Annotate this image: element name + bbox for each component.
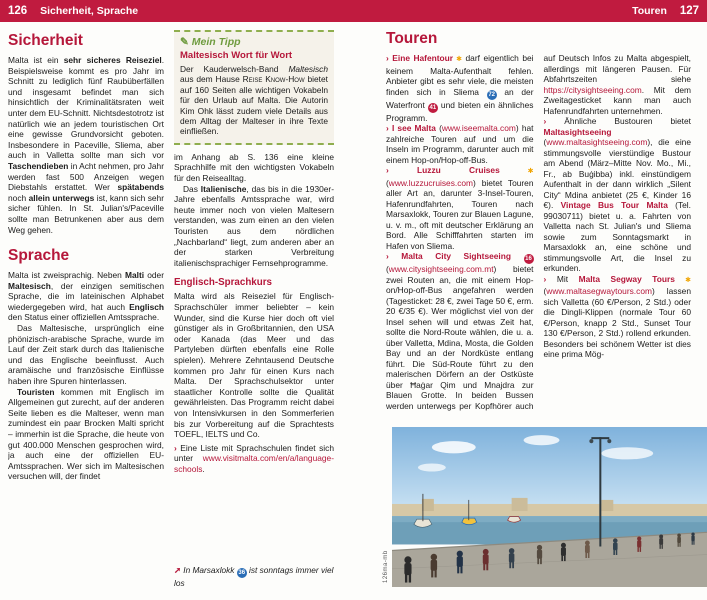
text-run: ) bietet zwei Routen an, die mit einem Hop-on/Hop-off-Bus angefahren werden (Tagesticket: 28 €, zwei Tage 50 €, erm. 20 €/35 €). Wer möglichst viel von der Insel sehen will und etwas Zeit hat, sollte die Nord-Route wählen, die u. a. über Valletta, Mdina, Mosta, die Golden Bay und an der Nordküste entlang führt. Die Süd-Route führt zu den malerischen Dörfern an der Ostküste über Ħaġar Qim und Mnajdra zur Blauen Grotte. In beiden Bussen werden unterwegs per Kopfhörer auch auf Deutsch Infos zu Malta abgespielt, allerdings mit längeren Pausen. Für Abfahrtszeiten siehe xyxy=(386,53,691,411)
text-run: kommen mit Englisch im Allgemeinen gut zurecht, auf der anderen Seite lieben es die Malteser, wenn man zumindest ein paar Brocken Malti spricht – immerhin ist die Sprache, die heute von gut 400.000 Menschen gesprochen wird, ja auch eine der offiziellen EU-Amtssprachen. Wer sich im Maltesischen versuchen will, der findet xyxy=(8,386,164,482)
header-title-left: Sicherheit, Sprache xyxy=(40,5,139,17)
tours-section xyxy=(386,30,699,421)
highlight-star-icon: ✱ xyxy=(674,276,691,284)
highlight-star-icon: ✱ xyxy=(499,168,534,175)
page-127 xyxy=(383,22,707,600)
tip-box xyxy=(174,30,334,145)
poi-name: Vintage Bus Tour Malta xyxy=(560,200,668,210)
text-run: Ähnliche Bustouren bietet xyxy=(564,116,691,126)
course-paragraph xyxy=(174,291,334,439)
text-run: oder xyxy=(144,270,164,281)
text-run: , der einzigen semitischen Sprache, die im lateinischen Alphabet wiedergegeben wird, hat auch xyxy=(8,280,164,312)
language-text xyxy=(8,270,164,482)
page-126 xyxy=(0,22,334,600)
poi-name: Maltasightseeing xyxy=(543,126,612,137)
subheading-englisch-sprachkurs: Englisch-Sprachkurs xyxy=(174,277,272,289)
page-header-bar xyxy=(0,0,707,22)
course-text xyxy=(174,291,334,439)
text-run: und bieten ein ähnliches Programm. xyxy=(386,99,534,123)
header-left xyxy=(8,5,138,17)
section-title-sicherheit: Sicherheit xyxy=(8,32,83,49)
smallcaps-text: Reise Know-How xyxy=(242,74,305,85)
text-run: noch xyxy=(8,192,29,203)
text-run: Der Kauderwelsch-Band xyxy=(180,64,289,74)
bold-text: Italienische xyxy=(200,183,247,194)
text-run: an der Waterfront xyxy=(386,86,534,110)
language-paragraph xyxy=(8,323,164,387)
column-1 xyxy=(8,30,164,592)
url-text: www.iseemalta.com xyxy=(441,123,516,133)
text-run: ( xyxy=(386,264,389,274)
text-run: den Status einer offiziellen Amtssprache. xyxy=(8,312,160,323)
section-title-touren: Touren xyxy=(386,30,438,47)
text-run: ), die eine stimmungsvolle vierstündige Bustour am Abend (März–Mitte Nov. Mo., Mi., Fr., ab Buġibba) inkl. einstündigem Aufenthalt in der dann wirklich „Silent City“ Mdina anbietet (25 €, Kinder 16 €). xyxy=(543,137,691,210)
page-spread-body xyxy=(0,22,707,600)
language-paragraph xyxy=(8,270,164,323)
text-run: Malta wird als Reiseziel für Englisch-Sprachschüler immer beliebter – kein Wunder, sind die Kurse hier doch oft viel günstiger als in Großbritannien, den USA oder Kanada (das Meer und das Partyleben dürften ebenfalls eine Rolle spielen). Mehrere Zehntausend Deutsche kommen pro Jahr für einen Kurs nach Malta. Der Sprachschulsektor unter staatlicher Kontrolle sollte die Qualität gewährleisten. Das Programm reicht dabei von Intensivkursen in den Sommerferien bis zur Vorbereitung auf die Sprachtests TOEFL, IELTS und Co. xyxy=(174,291,334,440)
url-text: www.citysightseeing.com.mt xyxy=(388,264,494,274)
text-run: ) lassen sich Valletta (60 €/Person, 2 Std.) oder die Dingli-Klippen (normale Tour 60 €/Person, knapp 2 Std., Sunset Tour 130 €/Person, 2 Std.) rollend erkunden. Besonders bei schönem Wetter ist dies eine prima Mög- xyxy=(543,286,691,359)
bold-text: sehr sicheres Reiseziel xyxy=(63,55,162,65)
language-paragraph xyxy=(174,184,334,269)
list-arrow-icon: › xyxy=(386,123,392,133)
text-run: . Mit dem Zweitagesticket kann man auch Hafenrundfahrten unternehmen. xyxy=(543,84,691,116)
poi-name: Eine Hafentour xyxy=(392,53,454,63)
text-run: im Anhang ab S. 136 eine kleine Sprachhilfe mit den wichtigsten Vokabeln für den Reisealltag. xyxy=(174,151,334,184)
text-run: Malta ist zweisprachig. Neben xyxy=(8,270,125,281)
text-run: ) bietet Touren aller Art an, darunter 3-Insel-Touren, Hafenrundfahrten, Touren nach Marsaxlokk, Touren zur Blauen Lagune, u. v. m., oft mit deutscher Erklärung an Bord. Alle Schifffahrten starten im Hafen von Sliema. xyxy=(386,177,534,251)
text-run: in Acht nehmen, pro Jahr werden fast 500 Anzeigen wegen Diebstahls erstattet. Wer xyxy=(8,160,164,193)
list-arrow-icon: › xyxy=(386,165,418,175)
url-text: www.maltasegwaytours.com xyxy=(546,286,652,296)
course-link-item xyxy=(174,443,334,475)
text-run: . xyxy=(202,463,205,474)
pencil-icon: ✎ xyxy=(180,36,189,48)
language-paragraph xyxy=(8,387,164,482)
italic-text: Maltesisch xyxy=(288,64,328,74)
photo-credit: 126ma-mb xyxy=(383,550,389,583)
text-run: (Tel. 99030711) bietet u. a. Fahrten von Valletta nach St. Julian's und Sliema sowie zum Sonntagsmarkt in Marsaxlokk an, eine schöne und stimmungsvolle Art, die Insel zu erkunden. xyxy=(543,200,691,273)
list-arrow-icon: › xyxy=(543,273,557,284)
language-continuation-text xyxy=(174,152,334,269)
bold-text: Taschendieben xyxy=(8,160,69,171)
security-text xyxy=(8,55,164,235)
tour-item xyxy=(544,116,692,274)
text-run: bietet auf 160 Seiten alle wichtigen Vokabeln für den Urlaub auf Malta. Die Autorin Kim Ohk lässt zudem viele Details aus dem Alltag der Malteser in ihre Texte einfließen. xyxy=(180,74,328,137)
map-marker-blue: 36 xyxy=(238,570,246,576)
text-run: . Beispielsweise kommt es pro Jahr im Schnitt zu lediglich fünf Raubüberfällen und insgesamt befindet man sich hinsichtlich der Kriminalitätsraten weit unter dem EU-Schnitt. Nichtsdestotrotz ist natürlich wie an jedem touristischen Ort eine gewisse Grundvorsicht geboten. Insbesondere in Paceville, Sliema, aber auch in Valletta sollte man sich vor xyxy=(8,55,164,161)
list-arrow-icon: › xyxy=(174,442,181,453)
tour-item xyxy=(386,53,534,123)
page-number-left: 126 xyxy=(8,5,28,17)
page-number-right: 127 xyxy=(679,5,699,17)
text-run: ( xyxy=(386,177,389,188)
text-run: Eine Liste mit Sprachschulen findet sich unter xyxy=(174,442,334,464)
tip-label xyxy=(180,36,328,48)
page-gutter xyxy=(334,22,386,600)
text-run: ) hat zahlreiche Touren auf und um die Inseln im Programm, darunter auch mit einem Hop-on/Hop-off-Bus. xyxy=(386,123,534,165)
bold-text: allein unterwegs xyxy=(28,192,95,203)
text-run: ( xyxy=(543,286,547,296)
map-marker-red: 16 xyxy=(525,256,532,262)
map-marker-blue: 72 xyxy=(488,91,496,98)
bold-text: spätabends xyxy=(117,182,164,193)
text-run: darf eigentlich bei keinem Malta-Aufenthalt fehlen. Anbieter gibt es sehr viele, die meisten finden sich in Sliema xyxy=(386,53,534,97)
text-run: ( xyxy=(435,123,442,133)
bold-text: Maltesisch xyxy=(8,280,51,291)
caption-arrow-icon: ➚ xyxy=(174,565,184,575)
url-text: www.luzzucruises.com xyxy=(388,177,474,188)
harbor-photo-illustration xyxy=(392,427,707,587)
poi-name: Malta Segway Tours xyxy=(578,273,675,284)
text-run: Das Maltesische, ursprünglich eine phönizisch-arabische Sprache, wurde im Lauf der Zeit stark durch das Italienische und das Englische beeinflusst. Auch aramäische und französische Einflüsse haben ihre Spuren hinterlassen. xyxy=(8,323,164,387)
text-run: , das bis in die 1930er-Jahre ebenfalls Amtssprache war, wird heute immer noch von vielen Maltesern verstanden, was zum einen an den vielen Touristen aus dem nördlichen „Nachbarland“ liegt, zum anderen aber an der starken Verbreitung italienischsprachiger Fernsehprogramme. xyxy=(174,183,334,268)
map-marker-red: 41 xyxy=(429,104,437,111)
bold-text: Malti xyxy=(124,270,145,281)
italic-text: ist sonntags immer viel los xyxy=(174,565,334,588)
poi-name: Luzzu Cruises xyxy=(417,165,500,175)
italic-text: In Marsaxlokk xyxy=(183,565,237,575)
tip-body xyxy=(180,64,328,137)
language-paragraph xyxy=(174,152,334,184)
security-paragraph xyxy=(8,55,164,235)
section-title-sprache: Sprache xyxy=(8,247,70,265)
header-title-right: Touren xyxy=(632,5,667,17)
list-arrow-icon: › xyxy=(386,251,402,261)
tour-item xyxy=(544,274,692,360)
header-right xyxy=(632,5,699,17)
bold-text: Englisch xyxy=(129,301,164,312)
text-run: ist, kann sich sehr sicher fühlen. In St. Julian's/Paceville sollte man Betrunkenen aber aus dem Weg gehen. xyxy=(8,192,164,235)
harbor-photo xyxy=(383,427,707,587)
text-run: Mit xyxy=(556,273,579,284)
text-run: aus dem Hause xyxy=(180,74,243,85)
poi-name: I see Malta xyxy=(391,123,436,133)
text-run: ( xyxy=(543,137,547,147)
tours-list xyxy=(386,53,691,421)
course-links xyxy=(174,440,334,475)
url-text: www.maltasightseeing.com xyxy=(546,137,648,147)
url-text: www.visitmalta.com/en/a/language-schools xyxy=(174,453,334,474)
photo-caption xyxy=(174,565,334,588)
poi-name: Malta City Sightseeing xyxy=(401,251,511,261)
tip-label-text: Mein Tipp xyxy=(191,36,241,48)
tour-item xyxy=(386,165,534,251)
url-text: https://citysightseeing.com xyxy=(543,84,642,95)
text-run: Malta ist ein xyxy=(8,55,64,65)
list-arrow-icon: › xyxy=(386,53,393,63)
text-run: Das xyxy=(183,183,201,194)
list-arrow-icon: › xyxy=(543,116,565,126)
tip-title: Maltesisch Wort für Wort xyxy=(180,50,293,61)
text-run xyxy=(511,251,524,261)
highlight-star-icon: ✱ xyxy=(453,56,463,63)
bold-text: Touristen xyxy=(17,386,55,397)
column-2 xyxy=(174,30,334,592)
tour-item xyxy=(386,123,534,165)
